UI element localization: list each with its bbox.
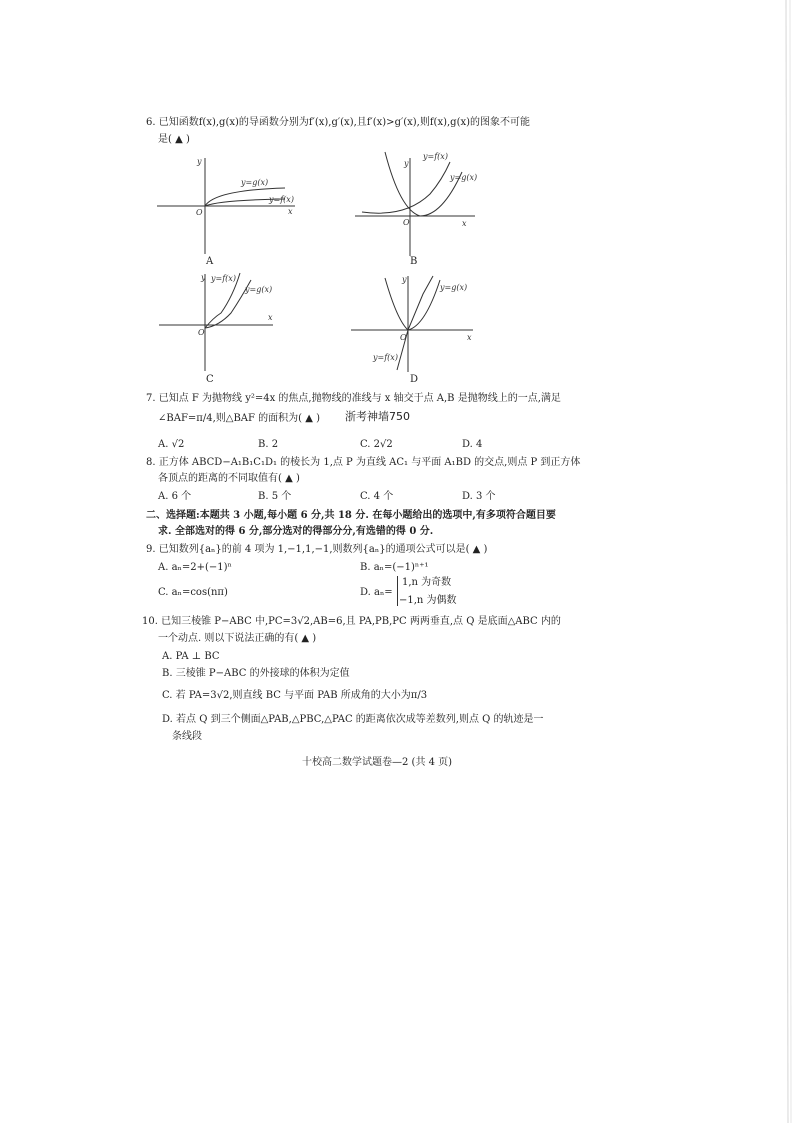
q8-line2: 各顶点的距离的不同取值有( ▲ ): [158, 473, 300, 484]
graph-d-y-label: y: [402, 275, 407, 284]
graph-d-x-label: x: [467, 333, 472, 342]
graph-c: [155, 268, 280, 373]
graph-c-x-label: x: [268, 313, 273, 322]
graph-a-g-label: y=g(x): [241, 178, 269, 187]
graph-b: [350, 150, 480, 258]
q10-option-d-line1: D. 若点 Q 到三个侧面△PAB,△PBC,△PAC 的距离依次成等差数列,则点 Q 的轨迹是一: [162, 714, 544, 725]
page-footer: 十校高二数学试题卷—2 (共 4 页): [302, 757, 453, 768]
graph-a: [155, 152, 305, 257]
q7-line1: 7. 已知点 F 为抛物线 y²=4x 的焦点,抛物线的准线与 x 轴交于点 A,B 是抛物线上的一点,满足: [146, 393, 561, 404]
graph-a-letter: A: [206, 256, 214, 267]
q9-option-a: A. aₙ=2+(−1)ⁿ: [158, 562, 232, 573]
graph-c-g-label: y=g(x): [245, 285, 273, 294]
graph-c-origin-label: O: [198, 328, 205, 337]
section2-line2: 求. 全部选对的得 6 分,部分选对的得部分分,有选错的得 0 分.: [158, 526, 434, 537]
graph-c-letter: C: [206, 374, 214, 385]
q9-option-d-case1: 1,n 为奇数: [402, 577, 452, 588]
q9-option-c: C. aₙ=cos(nπ): [158, 587, 228, 598]
q9-line1: 9. 已知数列{aₙ}的前 4 项为 1,−1,1,−1,则数列{aₙ}的通项公式可以是( ▲ ): [146, 544, 488, 555]
q8-option-b: B. 5 个: [258, 491, 292, 502]
graph-b-origin-label: O: [403, 218, 410, 227]
watermark-text: 浙考神墙750: [345, 410, 410, 423]
q10-option-a: A. PA ⊥ BC: [162, 651, 220, 662]
q10-option-c: C. 若 PA=3√2,则直线 BC 与平面 PAB 所成角的大小为π/3: [162, 690, 428, 701]
graph-d-origin-label: O: [400, 333, 407, 342]
scan-edge-shadow: [772, 0, 794, 1123]
q9-option-d-case2: −1,n 为偶数: [399, 595, 457, 606]
graph-b-g-label: y=g(x): [450, 173, 478, 182]
q8-option-c: C. 4 个: [360, 491, 394, 502]
graph-a-x-label: x: [288, 207, 293, 216]
graph-b-y-label: y: [404, 159, 409, 168]
q8-option-d: D. 3 个: [462, 491, 496, 502]
q6-line1: 6. 已知函数f(x),g(x)的导函数分别为f′(x),g′(x),且f′(x)>g′(x),则f(x),g(x)的图象不可能: [146, 117, 531, 128]
graph-b-x-label: x: [462, 219, 467, 228]
q10-option-d-line2: 条线段: [172, 731, 202, 742]
q6-line2: 是( ▲ ): [158, 134, 190, 145]
q7-option-d: D. 4: [462, 439, 483, 450]
q7-line2: ∠BAF=π/4,则△BAF 的面积为( ▲ ): [158, 413, 320, 424]
graph-c-f-label: y=f(x): [211, 274, 236, 283]
q8-line1: 8. 正方体 ABCD−A₁B₁C₁D₁ 的棱长为 1,点 P 为直线 AC₁ 与平面 A₁BD 的交点,则点 P 到正方体: [146, 457, 581, 468]
graph-b-f-label: y=f(x): [423, 152, 448, 161]
q10-line1: 10. 已知三棱锥 P−ABC 中,PC=3√2,AB=6,且 PA,PB,PC 两两垂直,点 Q 是底面△ABC 内的: [142, 616, 561, 627]
graph-a-f-label: y=f(x): [269, 195, 294, 204]
q9-option-b: B. aₙ=(−1)ⁿ⁺¹: [360, 562, 429, 573]
q7-option-c: C. 2√2: [360, 439, 393, 450]
q7-option-a: A. √2: [158, 439, 185, 450]
q8-option-a: A. 6 个: [158, 491, 192, 502]
graph-d-letter: D: [410, 374, 419, 385]
graph-d: [345, 270, 480, 375]
q9-option-d-prefix: D. aₙ=: [360, 587, 393, 598]
q10-option-b: B. 三棱锥 P−ABC 的外接球的体积为定值: [162, 668, 350, 679]
q7-option-b: B. 2: [258, 439, 279, 450]
section2-line1: 二、选择题:本题共 3 小题,每小题 6 分,共 18 分. 在每小题给出的选项中,有多项符合题目要: [146, 510, 556, 521]
graph-a-origin-label: O: [196, 208, 203, 217]
q10-line2: 一个动点. 则以下说法正确的有( ▲ ): [158, 633, 317, 644]
graph-d-f-label: y=f(x): [373, 353, 398, 362]
graph-d-g-label: y=g(x): [440, 283, 468, 292]
graph-c-y-label: y: [201, 273, 206, 282]
graph-b-letter: B: [410, 256, 418, 267]
graph-a-y-label: y: [197, 157, 202, 166]
